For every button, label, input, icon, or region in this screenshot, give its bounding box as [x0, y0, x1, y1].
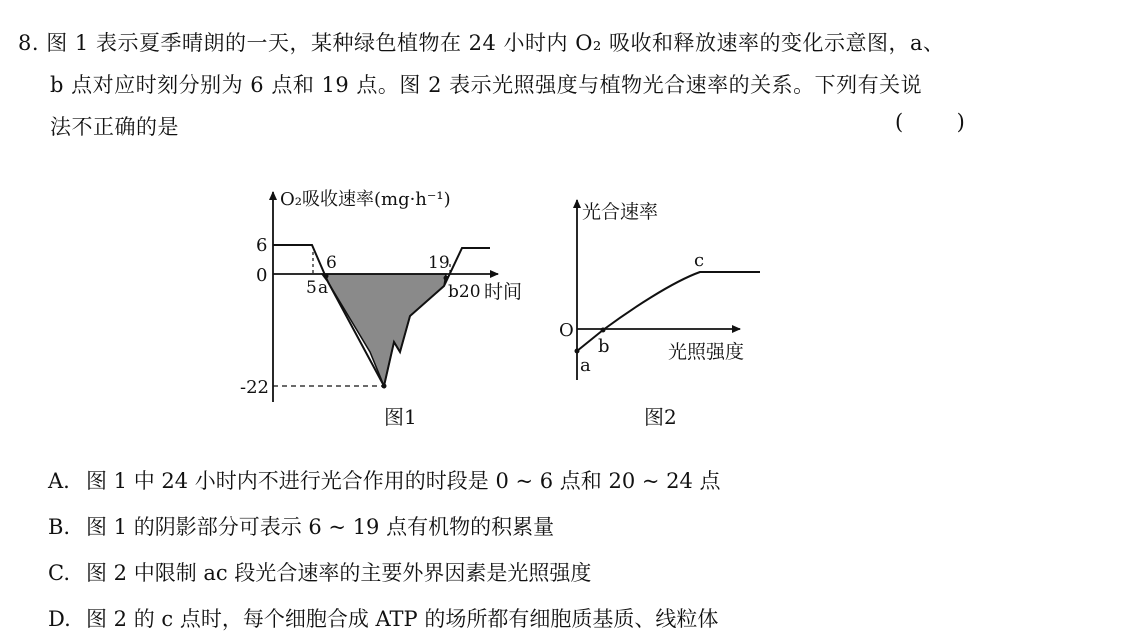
- option-letter: B.: [48, 515, 71, 539]
- fig2-caption: 图2: [644, 405, 677, 429]
- fig2-point-b-marker: [601, 328, 606, 333]
- fig2-point-a: a: [580, 355, 591, 376]
- option-text: 图 1 中 24 小时内不进行光合作用的时段是 0 ~ 6 点和 20 ~ 24 点: [86, 469, 721, 493]
- fig1-caption: 图1: [384, 405, 417, 429]
- question-number: 8.: [18, 31, 40, 55]
- fig1-y-label: O₂吸收速率(mg·h⁻¹): [280, 189, 451, 210]
- question-line-3: 法不正确的是: [50, 115, 179, 139]
- fig2-origin: O: [559, 320, 574, 341]
- answer-blank: ( ): [895, 110, 965, 134]
- option-letter: C.: [48, 561, 70, 585]
- fig1-tick-y-0: 0: [256, 265, 268, 286]
- option-letter: A.: [48, 469, 70, 493]
- option-text: 图 1 的阴影部分可表示 6 ~ 19 点有机物的积累量: [86, 515, 555, 539]
- figure-1: [240, 189, 522, 429]
- fig1-tick-x-5: 5: [306, 278, 317, 298]
- question-line-2: b 点对应时刻分别为 6 点和 19 点。图 2 表示光照强度与植物光合速率的关系。下列有关说: [50, 73, 923, 97]
- option-a[interactable]: [48, 458, 721, 504]
- fig1-tick-x-19: 19: [428, 253, 450, 273]
- question-line-1: 8. 图 1 表示夏季晴朗的一天，某种绿色植物在 24 小时内 O₂ 吸收和释放速率的变化示意图，a、: [18, 31, 945, 55]
- option-letter: D.: [48, 607, 71, 631]
- option-b[interactable]: [48, 504, 721, 550]
- fig1-point-a: a: [318, 278, 329, 298]
- fig2-point-b: b: [598, 336, 610, 357]
- point-b-marker: [444, 276, 449, 281]
- fig2-point-a-marker: [575, 349, 580, 354]
- fig2-point-c: c: [694, 250, 705, 271]
- fig1-x-label: 时间: [484, 281, 523, 303]
- fig1-tick-x-b20: b20: [448, 282, 481, 302]
- answer-options: [48, 458, 721, 642]
- figure-2: [559, 200, 760, 429]
- option-d[interactable]: [48, 596, 721, 642]
- option-text: 图 2 中限制 ac 段光合速率的主要外界因素是光照强度: [86, 561, 592, 585]
- fig1-tick-y-neg22: -22: [240, 377, 269, 398]
- option-text: 图 2 的 c 点时，每个细胞合成 ATP 的场所都有细胞质基质、线粒体: [86, 607, 719, 631]
- min-point-marker: [382, 384, 387, 389]
- shaded-accumulation-area: [322, 274, 446, 386]
- fig2-x-label: 光照强度: [668, 341, 745, 363]
- fig1-tick-x-6: 6: [326, 253, 337, 273]
- option-c[interactable]: [48, 550, 721, 596]
- fig1-tick-y-6: 6: [256, 235, 268, 256]
- fig2-y-label: 光合速率: [582, 201, 659, 223]
